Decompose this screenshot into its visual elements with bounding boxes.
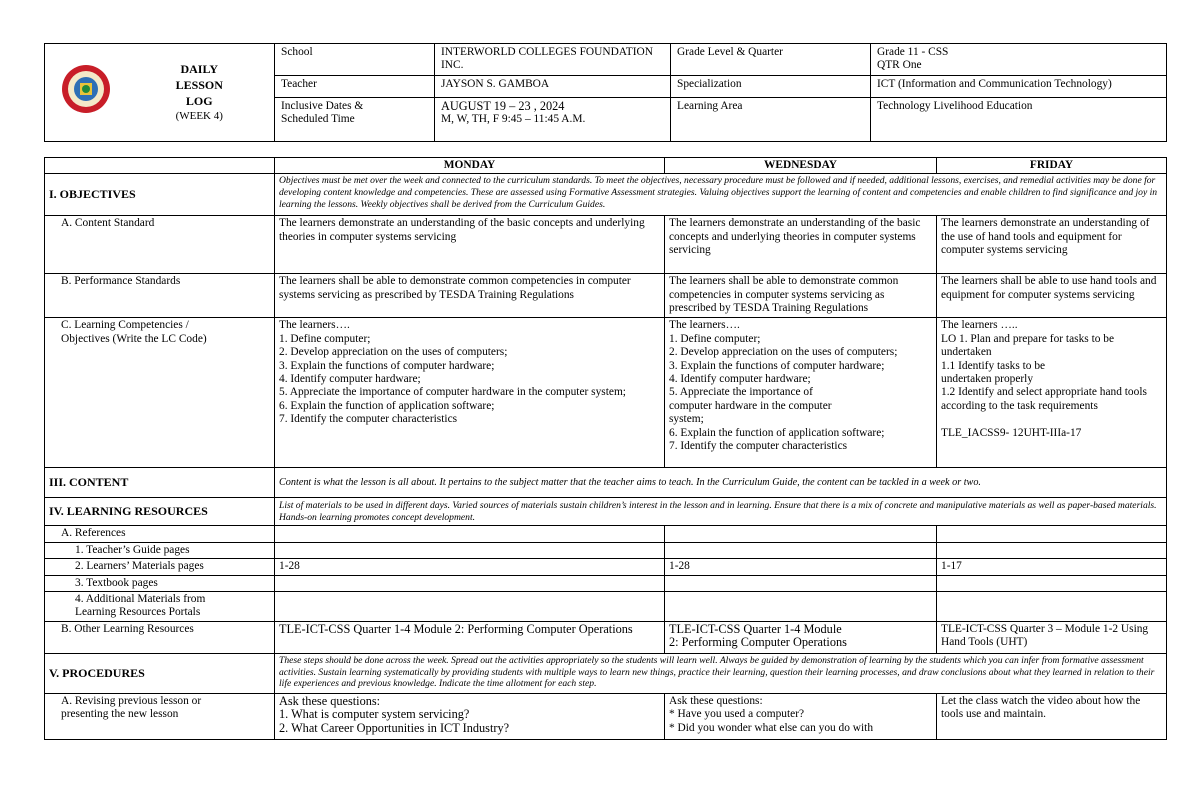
procedures-heading: V. PROCEDURES	[45, 654, 275, 694]
school-label: School	[275, 44, 435, 76]
other-resources-friday: TLE-ICT-CSS Quarter 3 – Module 1-2 Using Hand Tools (UHT)	[937, 622, 1167, 654]
learners-materials-friday: 1-17	[937, 559, 1167, 575]
revising-lesson-friday: Let the class watch the video about how the tools use and maintain.	[937, 694, 1167, 740]
learning-resources-heading: IV. LEARNING RESOURCES	[45, 498, 275, 526]
specialization-value: ICT (Information and Communication Technology)	[871, 75, 1167, 97]
revising-lesson-wednesday: Ask these questions: * Have you used a computer? * Did you wonder what else can you do with	[665, 694, 937, 740]
monday-header: MONDAY	[275, 158, 665, 174]
revising-lesson-label: A. Revising previous lesson or presenting the new lesson	[45, 694, 275, 740]
logo-cell	[45, 44, 125, 142]
performance-standards-wednesday: The learners shall be able to demonstrate common competencies in computer systems servicing as prescribed by TESDA Training Regulations	[665, 274, 937, 318]
title-line-3: LOG	[185, 94, 213, 109]
dates-value: AUGUST 19 – 23 , 2024	[441, 98, 565, 113]
teacher-label: Teacher	[275, 75, 435, 97]
content-heading: III. CONTENT	[45, 468, 275, 498]
objectives-heading: I. OBJECTIVES	[45, 174, 275, 216]
learning-area-label: Learning Area	[671, 97, 871, 141]
performance-standards-label: B. Performance Standards	[45, 274, 275, 318]
additional-materials-monday	[275, 592, 665, 622]
other-resources-label: B. Other Learning Resources	[45, 622, 275, 654]
week-label: (WEEK 4)	[175, 110, 223, 123]
content-standard-wednesday: The learners demonstrate an understanding of the basic concepts and underlying theories in computer systems servicing	[665, 216, 937, 274]
dates-label: Inclusive Dates & Scheduled Time	[275, 97, 435, 141]
references-friday	[937, 526, 1167, 542]
learning-competencies-friday: The learners ….. LO 1. Plan and prepare for tasks to be undertaken 1.1 Identify tasks to be undertaken properly 1.2 Identify and select appropriate hand tools according to the task requirements TLE_IACSS9- 12UHT-IIIa-17	[937, 318, 1167, 468]
teachers-guide-friday	[937, 542, 1167, 558]
teachers-guide-wednesday	[665, 542, 937, 558]
grade-value: Grade 11 - CSS QTR One	[871, 44, 1167, 76]
school-seal-logo	[61, 64, 111, 114]
learners-materials-monday: 1-28	[275, 559, 665, 575]
objectives-note: Objectives must be met over the week and connected to the curriculum standards. To meet the objectives, necessary procedure must be followed and if needed, additional lessons, exercises, and remedial activities may be done for developing content knowledge and competencies. These are assessed using Formative Assessment strategies. Valuing objectives support the learning of content and competencies and enable children to find significance and joy in learning the lessons. Weekly objectives shall be derived from the Curriculum Guides.	[275, 174, 1167, 216]
daily-lesson-log-title	[125, 44, 275, 142]
content-note: Content is what the lesson is all about. It pertains to the subject matter that the teacher aims to teach. In the Curriculum Guide, the content can be tackled in a week or two.	[275, 468, 1167, 498]
specialization-label: Specialization	[671, 75, 871, 97]
learning-competencies-monday: The learners…. 1. Define computer; 2. Develop appreciation on the uses of computers; 3. Explain the functions of computer hardware; 4. Identify computer hardware; 5. Appreciate the importance of computer hardware in the computer system; 6. Explain the function of application software; 7. Identify the computer characteristics	[275, 318, 665, 468]
title-line-1: DAILY	[180, 62, 219, 77]
additional-materials-friday	[937, 592, 1167, 622]
learning-competencies-label: C. Learning Competencies / Objectives (Write the LC Code)	[45, 318, 275, 468]
learning-competencies-wednesday: The learners…. 1. Define computer; 2. Develop appreciation on the uses of computers; 3. Explain the functions of computer hardware; 4. Identify computer hardware; 5. Appreciate the importance of computer hardware in the computer system; 6. Explain the function of application software; 7. Identify the computer characteristics	[665, 318, 937, 468]
textbook-pages-monday	[275, 575, 665, 591]
friday-header: FRIDAY	[937, 158, 1167, 174]
procedures-note: These steps should be done across the week. Spread out the activities appropriately so the students will learn well. Always be guided by demonstration of learning by the students which you can infer from formative assessment activities. Sustain learning systematically by providing students with multiple ways to learn new things, practice their learning, question their learning processes, and draw conclusions about what they learned in relation to their life experiences and previous knowledge. Indicate the time allotment for each step.	[275, 654, 1167, 694]
teacher-value: JAYSON S. GAMBOA	[435, 75, 671, 97]
additional-materials-label: 4. Additional Materials from Learning Resources Portals	[45, 592, 275, 622]
references-wednesday	[665, 526, 937, 542]
lesson-log-table	[44, 157, 1167, 740]
other-resources-wednesday: TLE-ICT-CSS Quarter 1-4 Module 2: Performing Computer Operations	[665, 622, 937, 654]
textbook-pages-label: 3. Textbook pages	[45, 575, 275, 591]
learners-materials-label: 2. Learners’ Materials pages	[45, 559, 275, 575]
performance-standards-friday: The learners shall be able to use hand tools and equipment for computer systems servicing	[937, 274, 1167, 318]
learning-resources-note: List of materials to be used in different days. Varied sources of materials sustain children’s interest in the lesson and in learning. Ensure that there is a mix of concrete and manipulative materials as well as paper-based materials. Hands-on learning promotes concept development.	[275, 498, 1167, 526]
textbook-pages-wednesday	[665, 575, 937, 591]
references-monday	[275, 526, 665, 542]
header-table	[44, 43, 1167, 142]
teachers-guide-label: 1. Teacher’s Guide pages	[45, 542, 275, 558]
wednesday-header: WEDNESDAY	[665, 158, 937, 174]
grade-label: Grade Level & Quarter	[671, 44, 871, 76]
textbook-pages-friday	[937, 575, 1167, 591]
dates-cell	[435, 97, 671, 141]
additional-materials-wednesday	[665, 592, 937, 622]
schedule-value: M, W, TH, F 9:45 – 11:45 A.M.	[441, 113, 586, 126]
learners-materials-wednesday: 1-28	[665, 559, 937, 575]
content-standard-friday: The learners demonstrate an understanding of the use of hand tools and equipment for computer systems servicing	[937, 216, 1167, 274]
content-standard-label: A. Content Standard	[45, 216, 275, 274]
revising-lesson-monday: Ask these questions: 1. What is computer system servicing? 2. What Career Opportunities in ICT Industry?	[275, 694, 665, 740]
title-line-2: LESSON	[175, 78, 223, 93]
school-value: INTERWORLD COLLEGES FOUNDATION INC.	[435, 44, 671, 76]
teachers-guide-monday	[275, 542, 665, 558]
references-label: A. References	[45, 526, 275, 542]
performance-standards-monday: The learners shall be able to demonstrate common competencies in computer systems servicing as prescribed by TESDA Training Regulations	[275, 274, 665, 318]
other-resources-monday: TLE-ICT-CSS Quarter 1-4 Module 2: Performing Computer Operations	[275, 622, 665, 654]
content-standard-monday: The learners demonstrate an understanding of the basic concepts and underlying theories in computer systems servicing	[275, 216, 665, 274]
corner-cell	[45, 158, 275, 174]
learning-area-value: Technology Livelihood Education	[871, 97, 1167, 141]
